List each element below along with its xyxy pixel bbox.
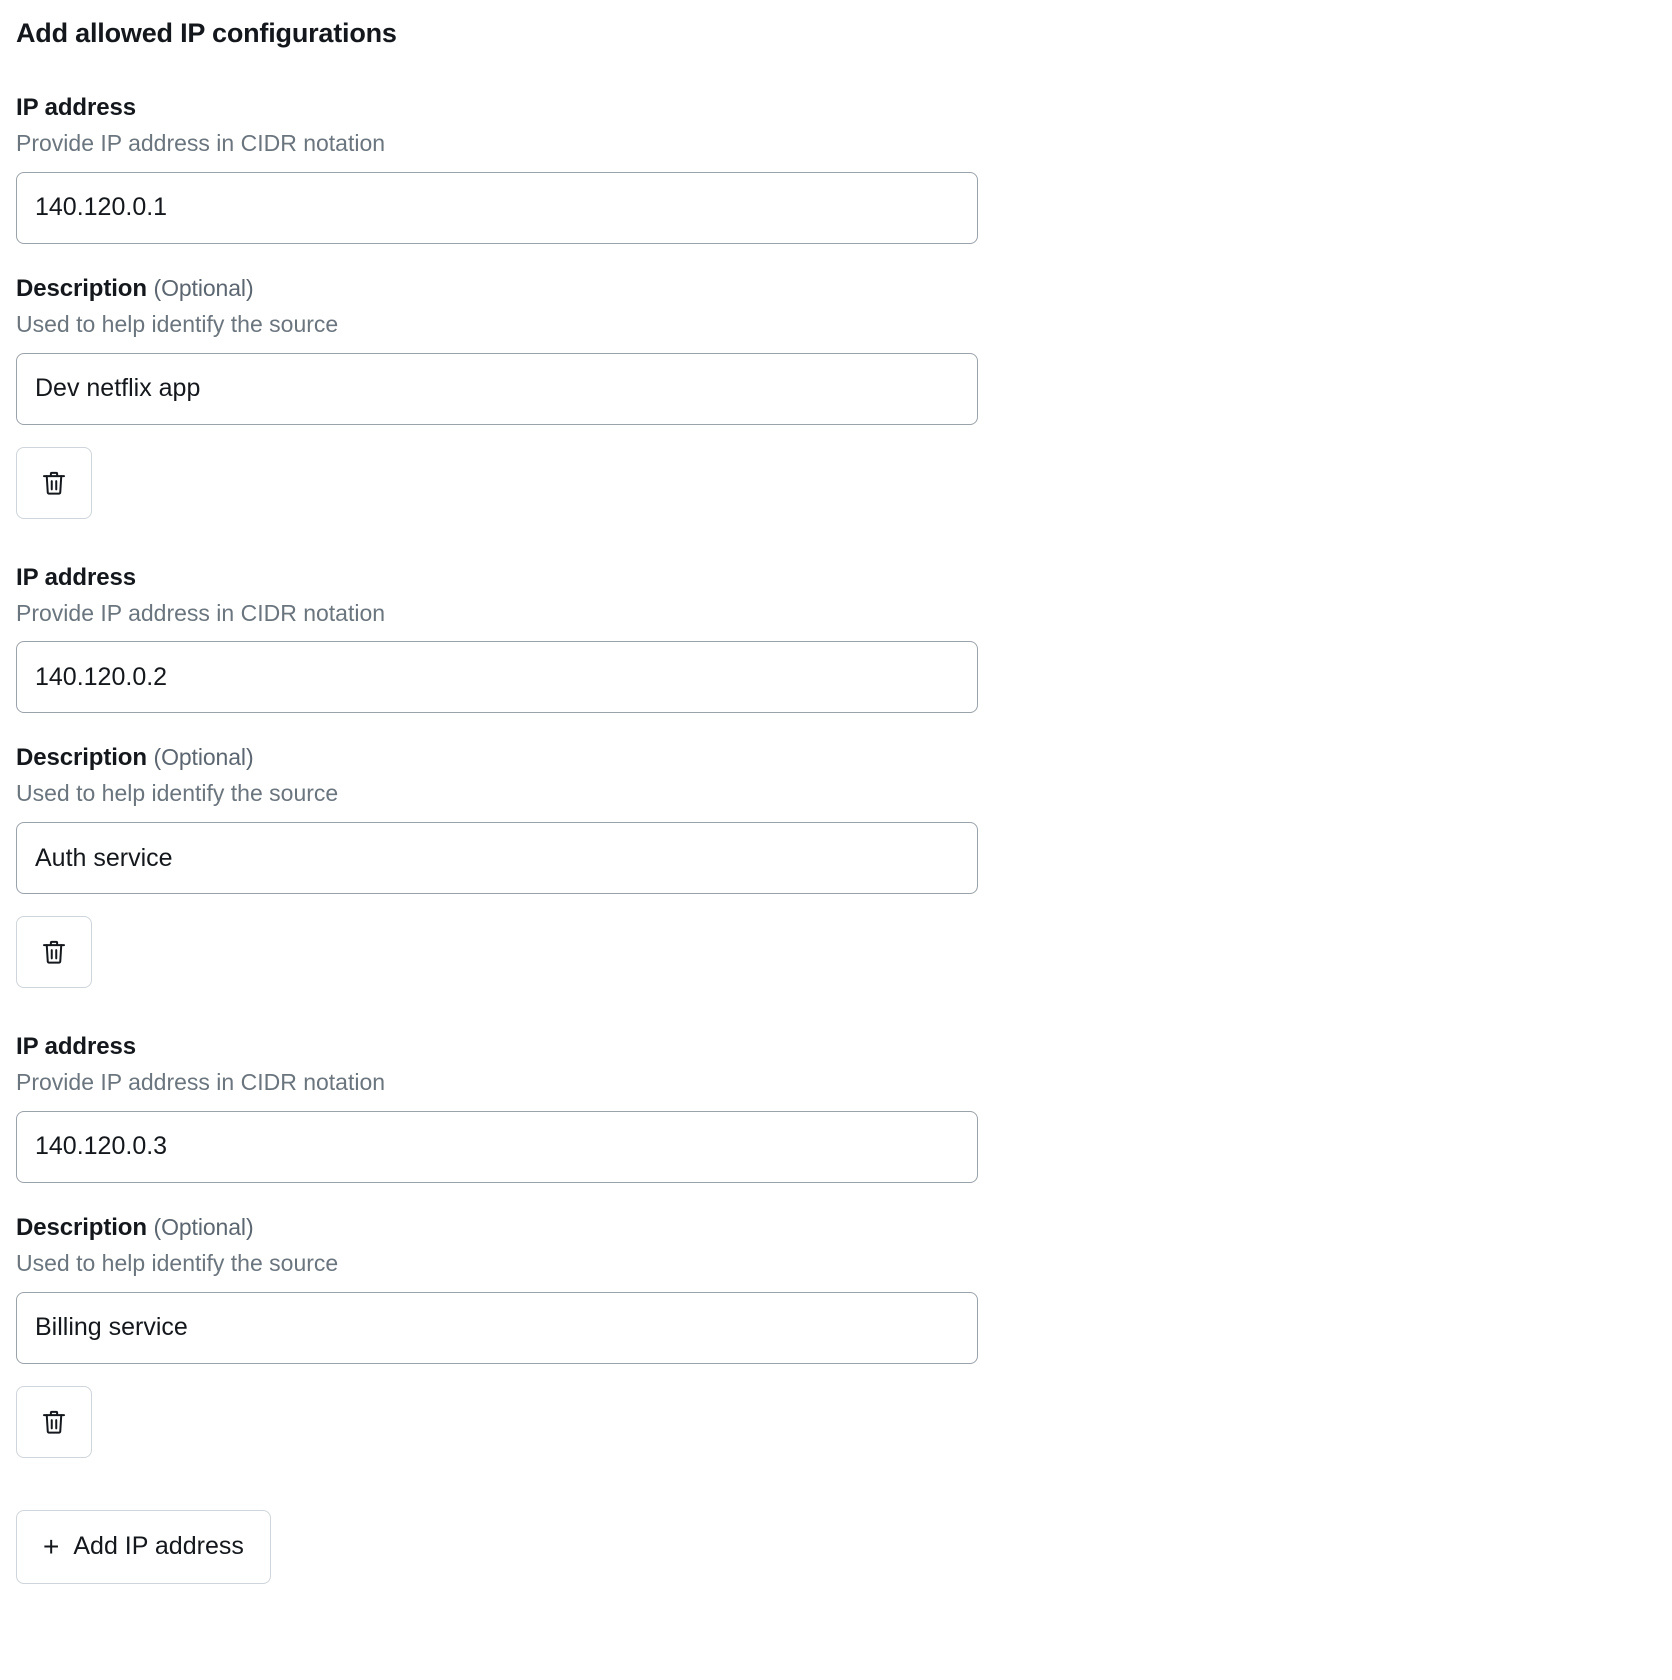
description-field-group	[16, 1213, 1656, 1364]
description-label-text: Description	[16, 744, 147, 772]
ip-address-label: IP address	[16, 1033, 136, 1060]
ip-address-label: IP address	[16, 94, 136, 121]
page-title: Add allowed IP configurations	[16, 18, 397, 48]
ip-configuration-entry	[16, 93, 1656, 519]
ip-address-help-text: Provide IP address in CIDR notation	[16, 130, 386, 156]
description-label	[16, 1213, 1656, 1243]
add-ip-address-button-label: Add IP address	[73, 1532, 244, 1560]
ip-address-label: IP address	[16, 563, 136, 591]
description-label	[16, 274, 1656, 304]
description-input[interactable]	[16, 353, 978, 425]
delete-ip-configuration-button[interactable]	[16, 447, 92, 519]
description-label-text: Description	[16, 1213, 147, 1241]
plus-icon: +	[43, 1530, 60, 1562]
trash-icon	[39, 936, 69, 968]
description-help-text: Used to help identify the source	[16, 780, 339, 807]
delete-ip-configuration-button[interactable]	[16, 916, 92, 988]
description-optional-text: (Optional)	[153, 1213, 254, 1240]
ip-address-help-text: Provide IP address in CIDR notation	[16, 599, 386, 626]
description-input[interactable]	[16, 1292, 978, 1364]
description-field-group	[16, 274, 1656, 425]
description-input[interactable]	[16, 822, 978, 894]
ip-address-input[interactable]	[16, 641, 978, 713]
ip-address-field-group	[16, 1032, 1656, 1183]
description-help-text: Used to help identify the source	[16, 1249, 339, 1276]
description-field-group	[16, 743, 1656, 894]
description-label	[16, 743, 1656, 773]
ip-address-field-group	[16, 93, 1656, 244]
ip-address-input[interactable]	[16, 172, 978, 244]
description-label-text: Description	[16, 274, 147, 302]
description-optional-text: (Optional)	[153, 274, 254, 301]
ip-address-input[interactable]	[16, 1111, 978, 1183]
ip-configuration-entry	[16, 563, 1656, 989]
add-ip-address-button[interactable]	[16, 1510, 271, 1584]
ip-configuration-entry	[16, 1032, 1656, 1458]
trash-icon	[39, 1406, 69, 1438]
ip-address-help-text: Provide IP address in CIDR notation	[16, 1069, 386, 1095]
delete-ip-configuration-button[interactable]	[16, 1386, 92, 1458]
description-help-text: Used to help identify the source	[16, 310, 339, 337]
description-optional-text: (Optional)	[153, 744, 254, 771]
trash-icon	[39, 467, 69, 499]
ip-address-field-group	[16, 563, 1656, 714]
